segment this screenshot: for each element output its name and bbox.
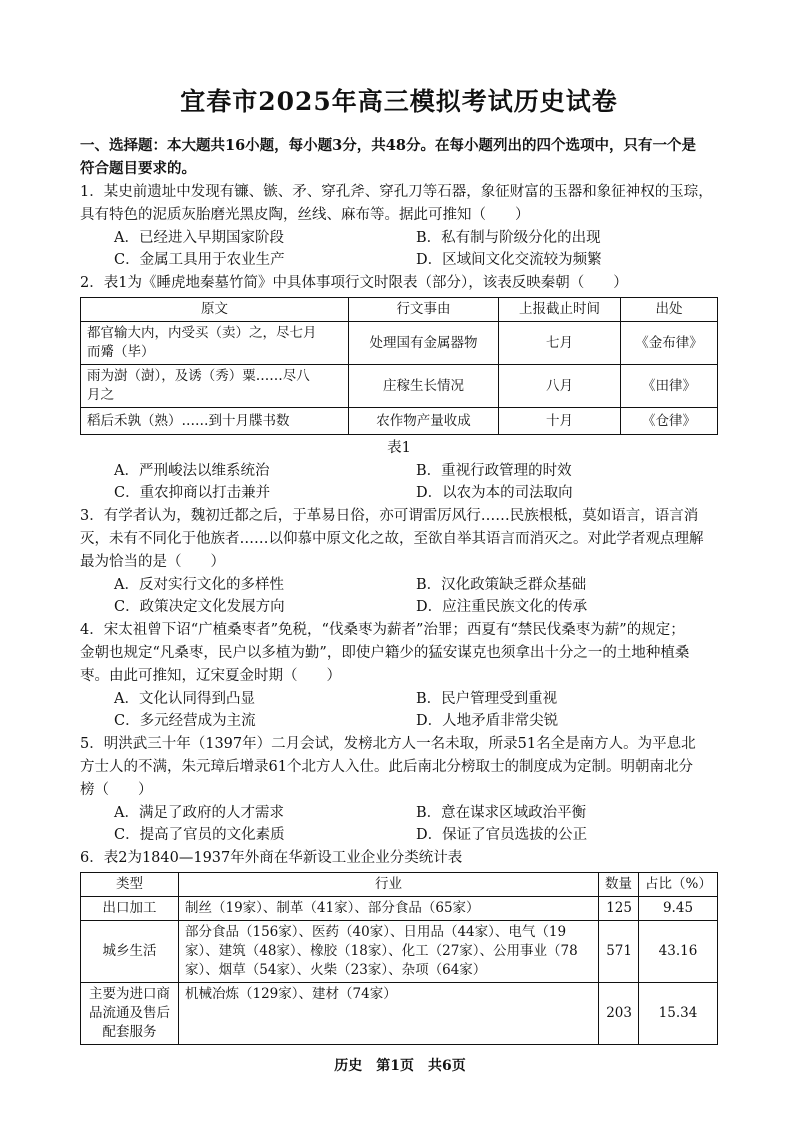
- question-stem-line: 榜（ ）: [80, 782, 153, 798]
- table-cell-deadline: 十月: [499, 408, 621, 435]
- question-stem-line: 枣。由此可推知，辽宋夏金时期（ ）: [80, 668, 341, 684]
- option-c: C．重农抑商以打击兼并: [114, 485, 271, 501]
- table-cell-source: 《仓律》: [621, 408, 718, 435]
- question-stem-line: 6．表2为1840—1937年外商在华新设工业企业分类统计表: [80, 850, 463, 866]
- question-1: [80, 181, 718, 227]
- table-row: [81, 983, 718, 1045]
- option-b: B．意在谋求区域政治平衡: [416, 805, 587, 821]
- option-d: D．应注重民族文化的传承: [416, 599, 588, 615]
- question-4-options: [80, 688, 718, 732]
- table-caption: 表1: [387, 440, 411, 456]
- table-cell-text: 都官输大内，内受买（卖）之，尽七月 而觱（毕）: [81, 322, 349, 365]
- option-b: B．私有制与阶级分化的出现: [416, 230, 601, 246]
- table-cell-source: 《金布律》: [621, 322, 718, 365]
- option-a: A．已经进入早期国家阶段: [114, 230, 284, 246]
- table-cell-count: 125: [599, 897, 639, 921]
- table-header-row: [81, 873, 718, 897]
- question-5: [80, 733, 718, 802]
- table-cell-type: 出口加工: [81, 897, 179, 921]
- option-d: D．人地矛盾非常尖锐: [416, 713, 559, 729]
- table-cell-deadline: 八月: [499, 365, 621, 408]
- question-2-options: [80, 460, 718, 504]
- question-stem-line: 金朝也规定“凡桑枣，民户以多植为勤”，即使户籍少的猛安谋克也须拿出十分之一的土地种植桑: [80, 645, 690, 661]
- question-3: [80, 505, 718, 574]
- page-title: 宜春市2025年高三模拟考试历史试卷: [180, 87, 618, 116]
- question-2: [80, 272, 718, 295]
- table-cell-percent: 43.16: [639, 921, 718, 983]
- table-cell-industry: 制丝（19家）、制革（41家）、部分食品（65家）: [179, 897, 599, 921]
- option-a: A．反对实行文化的多样性: [114, 577, 284, 593]
- option-b: B．重视行政管理的时效: [416, 463, 572, 479]
- table-header-cell: 数量: [599, 873, 639, 897]
- option-a: A．严刑峻法以维系统治: [114, 463, 270, 479]
- table-cell-percent: 15.34: [639, 983, 718, 1045]
- question-stem-line: 1．某史前遗址中发现有镰、镞、矛、穿孔斧、穿孔刀等石器，象征财富的玉器和象征神权的玉琮，: [80, 184, 713, 200]
- section-heading-line: 一、选择题：本大题共16小题，每小题3分，共48分。在每小题列出的四个选项中，只有一个是: [80, 137, 696, 154]
- table-header-cell: 原文: [81, 298, 349, 322]
- table-cell-source: 《田律》: [621, 365, 718, 408]
- table-cell-percent: 9.45: [639, 897, 718, 921]
- table-header-cell: 上报截止时间: [499, 298, 621, 322]
- table-cell-type: 主要为进口商 品流通及售后 配套服务: [81, 983, 179, 1045]
- table-row: [81, 921, 718, 983]
- option-d: D．以农为本的司法取向: [416, 485, 573, 501]
- table-header-cell: 行文事由: [349, 298, 499, 322]
- table-cell-industry: 部分食品（156家）、医药（40家）、日用品（44家）、电气（19 家）、建筑（48家）、橡胶（18家）、化工（27家）、公用事业（78 家）、烟草（54家）、火柴（23家）、杂项（64家）: [179, 921, 599, 983]
- table-cell-industry: 机械冶炼（129家）、建材（74家）: [179, 983, 599, 1045]
- table-cell-text: 稻后禾孰（熟）……到十月牒书数: [81, 408, 349, 435]
- option-c: C．政策决定文化发展方向: [114, 599, 285, 615]
- question-stem-line: 3．有学者认为，魏初迁都之后，于革易日俗，亦可谓雷厉风行……民族根柢，莫如语言，语言消: [80, 508, 699, 524]
- table-cell-type: 城乡生活: [81, 921, 179, 983]
- table-cell-deadline: 七月: [499, 322, 621, 365]
- question-stem-line: 具有特色的泥质灰胎磨光黑皮陶，丝线、麻布等。据此可推知（ ）: [80, 207, 530, 223]
- question-stem-line: 4．宋太祖曾下诏“广植桑枣者”免税，“伐桑枣为薪者”治罪；西夏有“禁民伐桑枣为薪”的规定；: [80, 622, 685, 638]
- option-a: A．文化认同得到凸显: [114, 691, 255, 707]
- option-b: B．民户管理受到重视: [416, 691, 558, 707]
- table-row: [81, 897, 718, 921]
- section-heading: [80, 134, 718, 180]
- option-a: A．满足了政府的人才需求: [114, 805, 284, 821]
- option-c: C．提高了官员的文化素质: [114, 827, 285, 843]
- table-1: [80, 297, 718, 435]
- table-cell-reason: 农作物产量收成: [349, 408, 499, 435]
- question-stem-line: 2．表1为《睡虎地秦墓竹简》中具体事项行文时限表（部分），该表反映秦朝（ ）: [80, 275, 628, 291]
- table-header-cell: 行业: [179, 873, 599, 897]
- question-4: [80, 619, 718, 688]
- table-header-cell: 占比（%）: [639, 873, 718, 897]
- option-d: D．区域间文化交流较为频繁: [416, 252, 602, 268]
- question-3-options: [80, 574, 718, 618]
- option-c: C．金属工具用于农业生产: [114, 252, 285, 268]
- table-cell-reason: 庄稼生长情况: [349, 365, 499, 408]
- table-row: [81, 365, 718, 408]
- table-cell-text: 雨为澍（澍），及诱（秀）粟……尽八 月之: [81, 365, 349, 408]
- section-heading-line: 符合题目要求的。: [80, 160, 196, 177]
- question-stem-line: 5．明洪武三十年（1397年）二月会试，发榜北方人一名未取，所录51名全是南方人。为平息北: [80, 736, 696, 752]
- table-row: [81, 408, 718, 435]
- question-6: [80, 847, 718, 870]
- table-cell-count: 203: [599, 983, 639, 1045]
- table-cell-reason: 处理国有金属器物: [349, 322, 499, 365]
- question-5-options: [80, 802, 718, 846]
- table-cell-count: 571: [599, 921, 639, 983]
- table-header-cell: 出处: [621, 298, 718, 322]
- question-1-options: [80, 227, 718, 271]
- question-stem-line: 最为恰当的是（ ）: [80, 554, 225, 570]
- question-stem-line: 灭，未有不同化于他族者……以仰慕中原文化之故，至欲自举其语言而消灭之。对此学者观点理解: [80, 531, 704, 547]
- table-header-row: [81, 298, 718, 322]
- option-d: D．保证了官员选拔的公正: [416, 827, 588, 843]
- option-b: B．汉化政策缺乏群众基础: [416, 577, 587, 593]
- table-header-cell: 类型: [81, 873, 179, 897]
- option-c: C．多元经营成为主流: [114, 713, 256, 729]
- table-row: [81, 322, 718, 365]
- question-stem-line: 方士人的不满，朱元璋后增录61个北方人入仕。此后南北分榜取士的制度成为定制。明朝南北分: [80, 759, 693, 775]
- page-footer: 历史 第1页 共6页: [334, 1058, 466, 1074]
- table-2: [80, 872, 718, 1045]
